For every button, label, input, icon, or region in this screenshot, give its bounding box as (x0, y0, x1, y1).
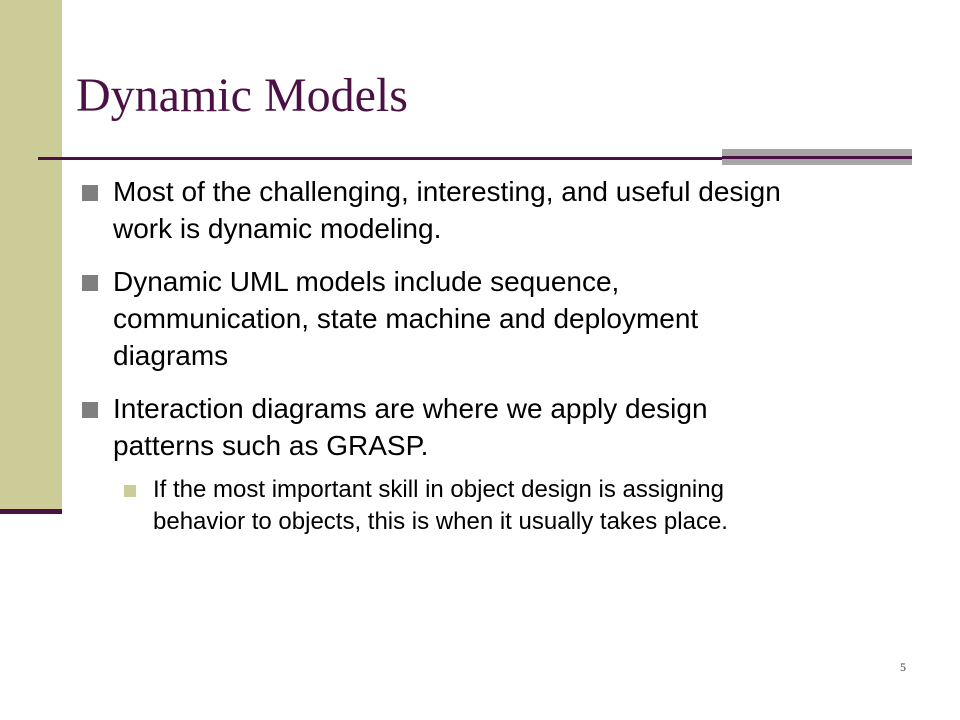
square-bullet-icon (82, 402, 98, 418)
sub-bullet-list (113, 474, 816, 538)
bullet-item (76, 263, 816, 374)
bullet-list (76, 173, 816, 554)
left-accent-bar (0, 509, 62, 514)
bullet-text: Most of the challenging, interesting, and useful design work is dynamic modeling. (113, 176, 781, 244)
title-accent-line (722, 156, 912, 159)
bullet-text: Dynamic UML models include sequence, communication, state machine and deployment diagrams (113, 266, 699, 371)
square-bullet-icon (82, 185, 98, 201)
left-decorative-band (0, 0, 62, 512)
square-bullet-icon (82, 275, 98, 291)
bullet-item (76, 173, 816, 247)
sub-bullet-text: If the most important skill in object design is assigning behavior to objects, this is when it usually takes place. (153, 476, 728, 535)
square-sub-bullet-icon (124, 485, 136, 497)
bullet-item (76, 390, 816, 538)
slide-title: Dynamic Models (76, 69, 408, 122)
page-number: 5 (900, 660, 906, 674)
bullet-text: Interaction diagrams are where we apply design patterns such as GRASP. (113, 393, 708, 461)
sub-bullet-item (113, 474, 816, 538)
